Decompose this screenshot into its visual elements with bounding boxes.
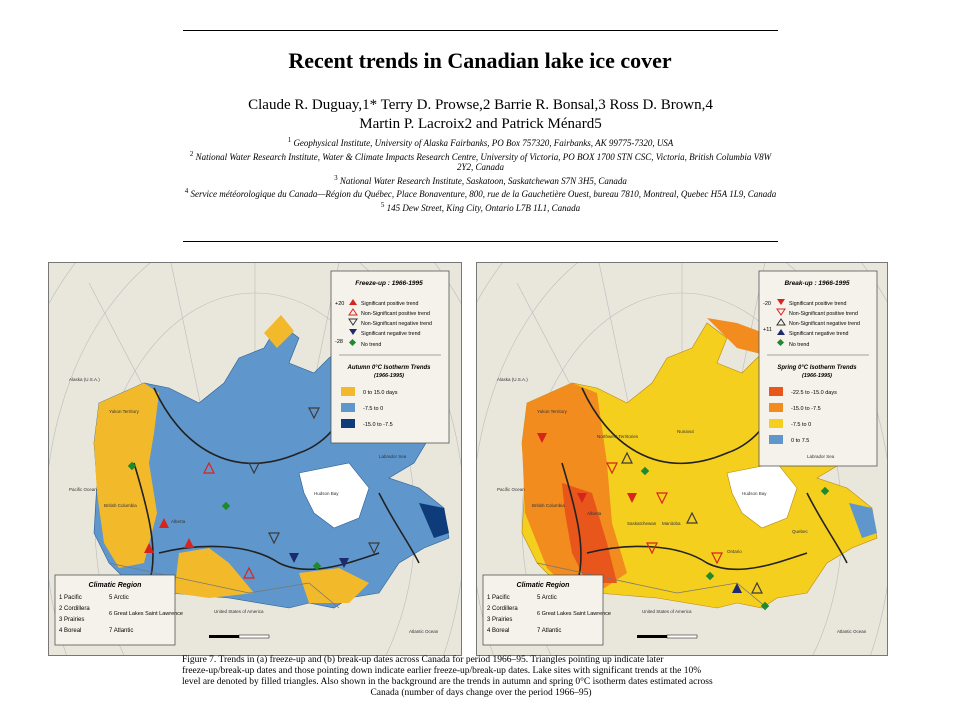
label-yukon: Yukon Territory	[109, 409, 139, 414]
label-pacific: Pacific Ocean	[69, 487, 97, 492]
legend-item-b-1: Significant positive trend	[789, 301, 847, 307]
isotherm-swatch-b-3	[769, 419, 783, 428]
label-pacific-b: Pacific Ocean	[497, 487, 525, 492]
label-usa: United States of America	[214, 609, 264, 614]
label-sask-b: Saskatchewan	[627, 521, 657, 526]
isotherm-swatch-3	[341, 419, 355, 428]
affiliations	[183, 135, 778, 213]
isotherm-title: Autumn 0°C Isotherm Trends	[347, 365, 431, 371]
climate-title-b: Climatic Region	[516, 582, 570, 589]
isotherm-title-b: Spring 0°C Isotherm Trends	[777, 365, 857, 371]
caption-line-4: Canada (number of days change over the period 1966–95)	[370, 688, 592, 698]
climate-region-2: 2 Cordillera	[59, 606, 90, 612]
label-atlantic: Atlantic Ocean	[409, 629, 439, 634]
authors-line-2: Martin P. Lacroix2 and Patrick Ménard5	[359, 116, 602, 132]
isotherm-swatch-b-1	[769, 387, 783, 396]
climate-region-b-2: 2 Cordillera	[487, 606, 518, 612]
isotherm-swatch-1	[341, 387, 355, 396]
legend-title-b: Break-up : 1966-1995	[784, 280, 850, 287]
freeze-up-legend	[331, 271, 449, 443]
isotherm-swatch-b-2	[769, 403, 783, 412]
label-alberta: Alberta	[171, 519, 186, 524]
paper-title: Recent trends in Canadian lake ice cover	[288, 48, 672, 73]
isotherm-years: (1966-1995)	[374, 373, 404, 379]
label-nunavut-b: Nunavut	[677, 429, 694, 434]
caption-line-1: Figure 7. Trends in (a) freeze-up and (b) break-up dates across Canada for period 1966–95. Triangles pointing up indicate later	[182, 655, 664, 665]
label-alberta-b: Alberta	[587, 511, 602, 516]
legend-title: Freeze-up : 1966-1995	[355, 280, 423, 287]
legend-scale-top-b: -20	[763, 301, 771, 307]
climate-region-b-6: 6 Great Lakes Saint Lawrence	[537, 611, 611, 617]
legend-scale-bottom-b: +11	[763, 327, 772, 333]
isotherm-label-b-2: -15.0 to -7.5	[791, 406, 821, 412]
legend-item-2: Non-Significant positive trend	[361, 311, 430, 317]
legend-scale-bottom: -28	[335, 339, 343, 345]
isotherm-swatch-2	[341, 403, 355, 412]
legend-item-3: Non-Significant negative trend	[361, 321, 432, 327]
figure-caption	[182, 655, 780, 699]
label-hudson-bay: Hudson Bay	[314, 491, 339, 496]
legend-item-b-5: No trend	[789, 342, 810, 348]
isotherm-label-b-3: -7.5 to 0	[791, 422, 812, 428]
climate-region-b-4: 4 Boreal	[487, 628, 510, 634]
break-up-climate-legend	[483, 575, 611, 645]
map-a-scale-bar	[209, 635, 269, 638]
label-manitoba-b: Manitoba	[662, 521, 681, 526]
climate-region-6: 6 Great Lakes Saint Lawrence	[109, 611, 183, 617]
legend-item-b-2: Non-Significant positive trend	[789, 311, 858, 317]
label-alaska: Alaska (U.S.A.)	[69, 377, 100, 382]
legend-scale-top: +20	[335, 301, 345, 307]
climate-title: Climatic Region	[88, 582, 142, 589]
climate-region-b-1: 1 Pacific	[487, 595, 510, 601]
label-bc-b: British Columbia	[532, 503, 565, 508]
isotherm-swatch-b-4	[769, 435, 783, 444]
freeze-up-map	[48, 262, 462, 656]
affiliation-3: $^3$ National Water Research Institute, Saskatoon, Saskatchewan S7N 3H5, Canada	[334, 173, 627, 186]
isotherm-label-b-1: -22.5 to -15.0 days	[791, 390, 837, 396]
climate-region-1: 1 Pacific	[59, 595, 82, 601]
affiliation-5: $^5$ 145 Dew Street, King City, Ontario L7B 1L1, Canada	[380, 200, 581, 213]
label-bc: British Columbia	[104, 503, 137, 508]
author-list	[183, 96, 778, 134]
climate-region-b-5: 5 Arctic	[537, 595, 557, 601]
caption-line-2: freeze-up/break-up dates and those pointing down indicate earlier freeze-up/break-up dates. Lake sites with significant trends at the 10%	[182, 666, 702, 676]
break-up-legend	[759, 271, 877, 466]
climate-region-5: 5 Arctic	[109, 595, 129, 601]
break-up-map-svg	[477, 263, 887, 655]
legend-item-b-4: Significant negative trend	[789, 331, 849, 337]
climate-region-b-7: 7 Atlantic	[537, 628, 562, 634]
caption-line-3: level are denoted by filled triangles. Also shown in the background are the trends in autumn and spring 0°C isotherm dates estimated across	[182, 677, 713, 687]
climate-region-7: 7 Atlantic	[109, 628, 134, 634]
label-hudson-bay-b: Hudson Bay	[742, 491, 767, 496]
isotherm-label-2: -7.5 to 0	[363, 406, 384, 412]
label-usa-b: United States of America	[642, 609, 692, 614]
label-quebec-b: Quebec	[792, 529, 808, 534]
label-alaska-b: Alaska (U.S.A.)	[497, 377, 528, 382]
label-atlantic-b: Atlantic Ocean	[837, 629, 867, 634]
freeze-up-climate-legend	[55, 575, 183, 645]
bottom-rule	[183, 241, 778, 242]
top-rule	[183, 30, 778, 31]
label-labrador-b: Labrador Sea	[807, 454, 835, 459]
climate-region-b-3: 3 Prairies	[487, 617, 513, 623]
legend-item-b-3: Non-Significant negative trend	[789, 321, 860, 327]
isotherm-label-3: -15.0 to -7.5	[363, 422, 393, 428]
isotherm-label-1: 0 to 15.0 days	[363, 390, 398, 396]
affiliation-1: $^1$ Geophysical Institute, University of Alaska Fairbanks, PO Box 757320, Fairbanks, AK 99775-7320, USA	[287, 136, 674, 148]
label-nwt-b: Northwest Territories	[597, 434, 639, 439]
legend-item-5: No trend	[361, 342, 382, 348]
label-labrador: Labrador Sea	[379, 454, 407, 459]
affiliation-4: $^4$ Service météorologique du Canada—Région du Québec, Place Bonaventure, 800, rue de la Gauchetière Ouest, bureau 7810, Montreal, Quebec H5A 1L9, Canada	[184, 187, 777, 199]
authors-line-1: Claude R. Duguay,1* Terry D. Prowse,2 Barrie R. Bonsal,3 Ross D. Brown,4	[248, 97, 713, 113]
affiliation-2: $^2$ National Water Research Institute, Water & Climate Impacts Research Centre, University of Victoria, PO BOX 1700 STN CSC, Victoria, British Columbia V8W 2Y2, Canada	[189, 149, 772, 172]
isotherm-years-b: (1966-1995)	[802, 373, 832, 379]
label-ontario-b: Ontario	[727, 549, 742, 554]
break-up-map	[476, 262, 888, 656]
map-b-scale-bar	[637, 635, 697, 638]
isotherm-label-b-4: 0 to 7.5	[791, 438, 810, 444]
climate-region-4: 4 Boreal	[59, 628, 82, 634]
legend-item-4: Significant negative trend	[361, 331, 421, 337]
legend-item-1: Significant positive trend	[361, 301, 419, 307]
label-yukon-b: Yukon Territory	[537, 409, 567, 414]
climate-region-3: 3 Prairies	[59, 617, 85, 623]
freeze-up-map-svg	[49, 263, 461, 655]
